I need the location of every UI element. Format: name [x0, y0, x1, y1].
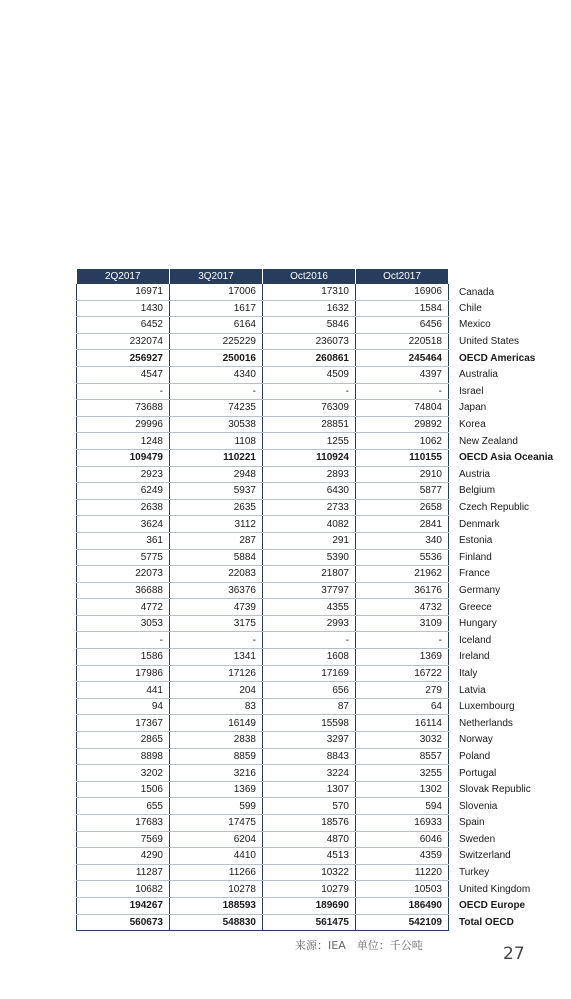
value-cell: 74804	[356, 400, 449, 417]
country-name-cell: OECD Asia Oceania	[449, 449, 562, 466]
value-cell: 4340	[170, 366, 263, 383]
value-cell: 188593	[170, 897, 263, 914]
value-cell: 655	[77, 798, 170, 815]
value-cell: 22083	[170, 566, 263, 583]
value-cell: 2923	[77, 466, 170, 483]
value-cell: 29892	[356, 416, 449, 433]
value-cell: 189690	[263, 897, 356, 914]
value-cell: 87	[263, 698, 356, 715]
value-cell: 28851	[263, 416, 356, 433]
value-cell: 5536	[356, 549, 449, 566]
table-row	[77, 665, 562, 682]
country-name-cell: Switzerland	[449, 848, 562, 865]
value-cell: 16971	[77, 284, 170, 300]
country-name-cell: Denmark	[449, 516, 562, 533]
value-cell: 2910	[356, 466, 449, 483]
table-row	[77, 881, 562, 898]
value-cell: 1341	[170, 649, 263, 666]
value-cell: 5884	[170, 549, 263, 566]
table-row	[77, 566, 562, 583]
country-name-cell: France	[449, 566, 562, 583]
value-cell: 36176	[356, 582, 449, 599]
value-cell: 4397	[356, 366, 449, 383]
country-name-cell: New Zealand	[449, 433, 562, 450]
value-cell: 11266	[170, 864, 263, 881]
table-row	[77, 366, 562, 383]
value-cell: 10503	[356, 881, 449, 898]
table-row	[77, 350, 562, 367]
value-cell: 245464	[356, 350, 449, 367]
value-cell: 194267	[77, 897, 170, 914]
table-row	[77, 715, 562, 732]
value-cell: 83	[170, 698, 263, 715]
value-cell: 1586	[77, 649, 170, 666]
table-header-row	[77, 269, 562, 284]
value-cell: 656	[263, 682, 356, 699]
value-cell: 1584	[356, 300, 449, 317]
value-cell: 94	[77, 698, 170, 715]
value-cell: 1430	[77, 300, 170, 317]
value-cell: 15598	[263, 715, 356, 732]
table-row	[77, 532, 562, 549]
header-cell-oct2017: Oct2017	[356, 269, 449, 284]
value-cell: 6046	[356, 831, 449, 848]
value-cell: 16933	[356, 815, 449, 832]
value-cell: 5877	[356, 483, 449, 500]
value-cell: 260861	[263, 350, 356, 367]
value-cell: 10278	[170, 881, 263, 898]
value-cell: 17475	[170, 815, 263, 832]
page-number: 27	[503, 944, 525, 964]
value-cell: 109479	[77, 449, 170, 466]
table-row	[77, 466, 562, 483]
value-cell: 548830	[170, 914, 263, 931]
table-row	[77, 499, 562, 516]
value-cell: 4513	[263, 848, 356, 865]
value-cell: -	[263, 383, 356, 400]
value-cell: 3032	[356, 732, 449, 749]
value-cell: 4410	[170, 848, 263, 865]
country-name-cell: OECD Europe	[449, 897, 562, 914]
table-row	[77, 698, 562, 715]
header-cell-country-blank	[449, 269, 562, 284]
table-row	[77, 632, 562, 649]
source-note: 来源：IEA 单位：千公吨	[295, 939, 423, 952]
value-cell: 6456	[356, 317, 449, 334]
value-cell: 5846	[263, 317, 356, 334]
country-name-cell: Latvia	[449, 682, 562, 699]
table-body	[77, 284, 562, 931]
value-cell: 1369	[170, 781, 263, 798]
value-cell: 8859	[170, 748, 263, 765]
country-name-cell: Estonia	[449, 532, 562, 549]
country-name-cell: Czech Republic	[449, 499, 562, 516]
value-cell: -	[263, 632, 356, 649]
value-cell: 291	[263, 532, 356, 549]
value-cell: 5390	[263, 549, 356, 566]
value-cell: 204	[170, 682, 263, 699]
country-name-cell: Luxembourg	[449, 698, 562, 715]
value-cell: 17367	[77, 715, 170, 732]
value-cell: 4547	[77, 366, 170, 383]
value-cell: 110221	[170, 449, 263, 466]
value-cell: 3175	[170, 615, 263, 632]
country-name-cell: Japan	[449, 400, 562, 417]
value-cell: 3053	[77, 615, 170, 632]
header-cell-2q2017: 2Q2017	[77, 269, 170, 284]
oecd-data-table	[76, 269, 562, 931]
value-cell: 17986	[77, 665, 170, 682]
value-cell: 1506	[77, 781, 170, 798]
data-table-container	[76, 269, 562, 931]
value-cell: 6204	[170, 831, 263, 848]
table-row	[77, 383, 562, 400]
table-row	[77, 798, 562, 815]
value-cell: 2993	[263, 615, 356, 632]
value-cell: 29996	[77, 416, 170, 433]
value-cell: 17006	[170, 284, 263, 300]
value-cell: 21807	[263, 566, 356, 583]
value-cell: 1255	[263, 433, 356, 450]
value-cell: 4870	[263, 831, 356, 848]
country-name-cell: Korea	[449, 416, 562, 433]
country-name-cell: Norway	[449, 732, 562, 749]
value-cell: 74235	[170, 400, 263, 417]
value-cell: 599	[170, 798, 263, 815]
value-cell: 16722	[356, 665, 449, 682]
header-cell-3q2017: 3Q2017	[170, 269, 263, 284]
value-cell: 441	[77, 682, 170, 699]
value-cell: 16114	[356, 715, 449, 732]
value-cell: 6249	[77, 483, 170, 500]
value-cell: -	[356, 383, 449, 400]
value-cell: 340	[356, 532, 449, 549]
table-row	[77, 582, 562, 599]
value-cell: 6430	[263, 483, 356, 500]
value-cell: 2733	[263, 499, 356, 516]
value-cell: 17310	[263, 284, 356, 300]
value-cell: -	[77, 383, 170, 400]
country-name-cell: United States	[449, 333, 562, 350]
table-row	[77, 599, 562, 616]
header-cell-oct2016: Oct2016	[263, 269, 356, 284]
value-cell: 4359	[356, 848, 449, 865]
value-cell: 17169	[263, 665, 356, 682]
value-cell: 4290	[77, 848, 170, 865]
table-row	[77, 864, 562, 881]
value-cell: 1108	[170, 433, 263, 450]
value-cell: 1248	[77, 433, 170, 450]
value-cell: 2841	[356, 516, 449, 533]
value-cell: 8557	[356, 748, 449, 765]
country-name-cell: Austria	[449, 466, 562, 483]
country-name-cell: Sweden	[449, 831, 562, 848]
value-cell: 256927	[77, 350, 170, 367]
value-cell: 10682	[77, 881, 170, 898]
country-name-cell: Ireland	[449, 649, 562, 666]
value-cell: 3202	[77, 765, 170, 782]
value-cell: 3224	[263, 765, 356, 782]
country-name-cell: Finland	[449, 549, 562, 566]
value-cell: 3109	[356, 615, 449, 632]
value-cell: 2865	[77, 732, 170, 749]
table-row	[77, 815, 562, 832]
table-row	[77, 483, 562, 500]
value-cell: 4082	[263, 516, 356, 533]
value-cell: 1608	[263, 649, 356, 666]
table-row	[77, 317, 562, 334]
value-cell: 16149	[170, 715, 263, 732]
value-cell: 17683	[77, 815, 170, 832]
value-cell: 3255	[356, 765, 449, 782]
value-cell: 5937	[170, 483, 263, 500]
value-cell: 4732	[356, 599, 449, 616]
table-row	[77, 400, 562, 417]
country-name-cell: Canada	[449, 284, 562, 300]
value-cell: 361	[77, 532, 170, 549]
value-cell: 10279	[263, 881, 356, 898]
value-cell: 16906	[356, 284, 449, 300]
value-cell: 594	[356, 798, 449, 815]
table-row	[77, 748, 562, 765]
country-name-cell: Chile	[449, 300, 562, 317]
table-row	[77, 897, 562, 914]
value-cell: 6452	[77, 317, 170, 334]
value-cell: 3216	[170, 765, 263, 782]
value-cell: 17126	[170, 665, 263, 682]
value-cell: 1617	[170, 300, 263, 317]
value-cell: 30538	[170, 416, 263, 433]
value-cell: 3112	[170, 516, 263, 533]
country-name-cell: Israel	[449, 383, 562, 400]
value-cell: 4509	[263, 366, 356, 383]
country-name-cell: Australia	[449, 366, 562, 383]
value-cell: 8898	[77, 748, 170, 765]
value-cell: -	[77, 632, 170, 649]
value-cell: 232074	[77, 333, 170, 350]
value-cell: 2893	[263, 466, 356, 483]
value-cell: 76309	[263, 400, 356, 417]
country-name-cell: Portugal	[449, 765, 562, 782]
country-name-cell: Hungary	[449, 615, 562, 632]
value-cell: 560673	[77, 914, 170, 931]
country-name-cell: Total OECD	[449, 914, 562, 931]
table-row	[77, 682, 562, 699]
country-name-cell: Germany	[449, 582, 562, 599]
country-name-cell: Spain	[449, 815, 562, 832]
table-row	[77, 449, 562, 466]
value-cell: 542109	[356, 914, 449, 931]
value-cell: 250016	[170, 350, 263, 367]
table-row	[77, 732, 562, 749]
table-row	[77, 416, 562, 433]
table-row	[77, 649, 562, 666]
value-cell: 64	[356, 698, 449, 715]
table-row	[77, 831, 562, 848]
table-row	[77, 284, 562, 300]
value-cell: 21962	[356, 566, 449, 583]
value-cell: 2638	[77, 499, 170, 516]
value-cell: 279	[356, 682, 449, 699]
country-name-cell: OECD Americas	[449, 350, 562, 367]
table-row	[77, 914, 562, 931]
country-name-cell: Poland	[449, 748, 562, 765]
value-cell: 5775	[77, 549, 170, 566]
table-row	[77, 765, 562, 782]
value-cell: 37797	[263, 582, 356, 599]
country-name-cell: Turkey	[449, 864, 562, 881]
value-cell: 3297	[263, 732, 356, 749]
table-row	[77, 300, 562, 317]
country-name-cell: Netherlands	[449, 715, 562, 732]
value-cell: 4739	[170, 599, 263, 616]
country-name-cell: United Kingdom	[449, 881, 562, 898]
table-row	[77, 781, 562, 798]
value-cell: 1307	[263, 781, 356, 798]
value-cell: 287	[170, 532, 263, 549]
country-name-cell: Greece	[449, 599, 562, 616]
value-cell: 1632	[263, 300, 356, 317]
country-name-cell: Belgium	[449, 483, 562, 500]
value-cell: 2838	[170, 732, 263, 749]
table-row	[77, 433, 562, 450]
country-name-cell: Italy	[449, 665, 562, 682]
table-row	[77, 516, 562, 533]
value-cell: 22073	[77, 566, 170, 583]
value-cell: 2658	[356, 499, 449, 516]
value-cell: 225229	[170, 333, 263, 350]
value-cell: 4355	[263, 599, 356, 616]
country-name-cell: Slovak Republic	[449, 781, 562, 798]
value-cell: 6164	[170, 317, 263, 334]
value-cell: 2948	[170, 466, 263, 483]
table-row	[77, 848, 562, 865]
value-cell: 220518	[356, 333, 449, 350]
value-cell: 236073	[263, 333, 356, 350]
value-cell: 110924	[263, 449, 356, 466]
value-cell: 561475	[263, 914, 356, 931]
value-cell: 570	[263, 798, 356, 815]
value-cell: 1062	[356, 433, 449, 450]
value-cell: 10322	[263, 864, 356, 881]
table-row	[77, 549, 562, 566]
value-cell: 3624	[77, 516, 170, 533]
country-name-cell: Mexico	[449, 317, 562, 334]
table-row	[77, 615, 562, 632]
value-cell: 18576	[263, 815, 356, 832]
value-cell: 8843	[263, 748, 356, 765]
value-cell: 1369	[356, 649, 449, 666]
value-cell: 1302	[356, 781, 449, 798]
value-cell: -	[170, 383, 263, 400]
value-cell: 11220	[356, 864, 449, 881]
country-name-cell: Iceland	[449, 632, 562, 649]
value-cell: 36376	[170, 582, 263, 599]
value-cell: 2635	[170, 499, 263, 516]
value-cell: -	[170, 632, 263, 649]
value-cell: 11287	[77, 864, 170, 881]
value-cell: 4772	[77, 599, 170, 616]
value-cell: 36688	[77, 582, 170, 599]
value-cell: 110155	[356, 449, 449, 466]
value-cell: 7569	[77, 831, 170, 848]
table-row	[77, 333, 562, 350]
value-cell: 73688	[77, 400, 170, 417]
country-name-cell: Slovenia	[449, 798, 562, 815]
value-cell: -	[356, 632, 449, 649]
value-cell: 186490	[356, 897, 449, 914]
